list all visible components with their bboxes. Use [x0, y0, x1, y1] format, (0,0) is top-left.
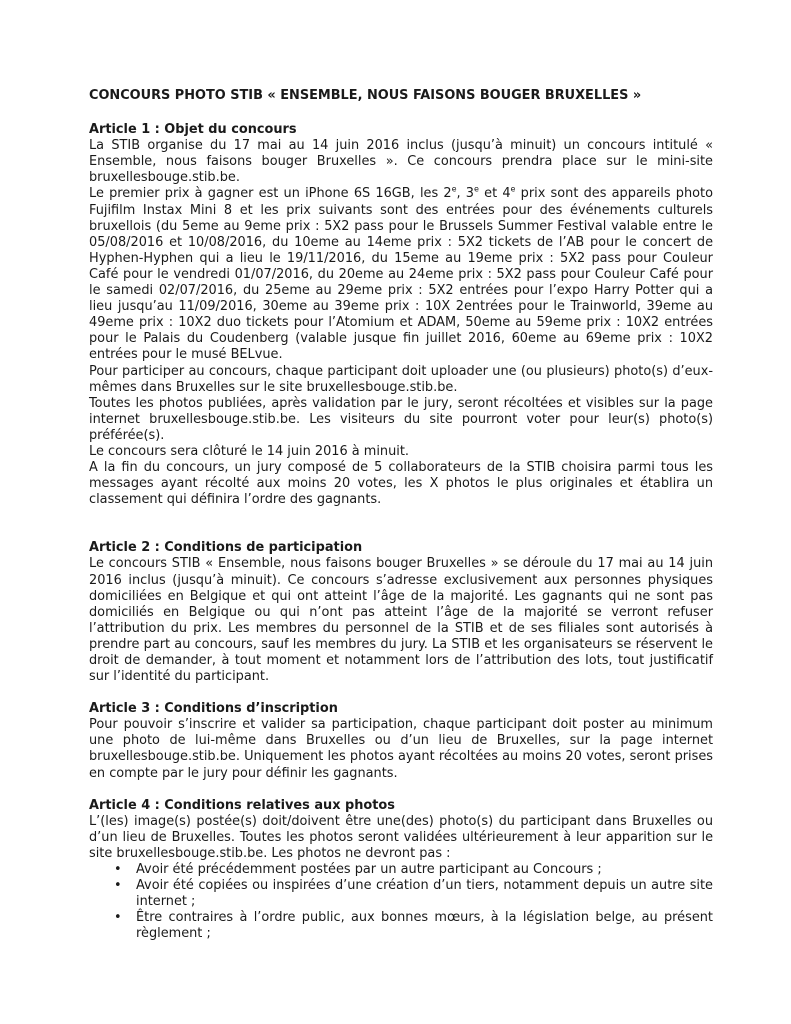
- document-page: [89, 88, 713, 943]
- article-1-paragraph-4: Toutes les photos publiées, après validation par le jury, seront récoltées et visibles sur la page internet bruxellesbouge.stib.be. Les visiteurs du site pourront voter pour leur(s) photo(s) préférée(s).: [89, 395, 713, 443]
- list-item: • Être contraires à l’ordre public, aux bonnes mœurs, à la législation belge, au présent règlement ;: [114, 910, 713, 942]
- article-3: [89, 701, 713, 781]
- document-title: CONCOURS PHOTO STIB « ENSEMBLE, NOUS FAISONS BOUGER BRUXELLES »: [89, 88, 642, 103]
- bullet-icon: •: [114, 910, 122, 926]
- article-4: [89, 798, 713, 943]
- article-1-paragraph-6: A la fin du concours, un jury composé de 5 collaborateurs de la STIB choisira parmi tous les messages ayant récolté aux moins 20 votes, les X photos le plus originales et établira un classement qui définira l’ordre des gagnants.: [89, 460, 713, 508]
- article-4-heading: Article 4 : Conditions relatives aux photos: [89, 797, 395, 813]
- article-1-paragraph-5: Le concours sera clôturé le 14 juin 2016 à minuit.: [89, 443, 409, 459]
- article-4-paragraph-1: L’(les) image(s) postée(s) doit/doivent être une(des) photo(s) du participant dans Bruxelles ou d’un lieu de Bruxelles. Toutes les photos seront validées ultérieurement à leur apparition sur le site bruxellesbouge.stib.be. Les photos ne devront pas :: [89, 813, 713, 861]
- bullet-icon: •: [114, 878, 122, 894]
- article-1-heading: Article 1 : Objet du concours: [89, 122, 297, 138]
- bullet-icon: •: [114, 862, 122, 878]
- article-3-heading: Article 3 : Conditions d’inscription: [89, 701, 338, 717]
- article-2-heading: Article 2 : Conditions de participation: [89, 540, 363, 556]
- article-1-paragraph-2: Le premier prix à gagner est un iPhone 6S 16GB, les 2e, 3e et 4e prix sont des appareils photo Fujifilm Instax Mini 8 et les prix suivants sont des entrées pour des événements culturels bruxellois (du 5eme au 9eme prix : 5X2 pass pour le Brussels Summer Festival valable entre le 05/08/2016 et 10/08/2016, du 10eme au 14eme prix : 5X2 tickets de l’AB pour le concert de Hyphen-Hyphen qui a lieu le 19/11/2016, du 15eme au 19eme prix : 5X2 pass pour Couleur Café pour le vendredi 01/07/2016, du 20eme au 24eme prix : 5X2 pass pour Couleur Café pour le samedi 02/07/2016, du 25eme au 29eme prix : 5X2 entrées pour l’expo Harry Potter qui a lieu jusqu’au 11/09/2016, 30eme au 39eme prix : 10X 2entrées pour le Trainworld, 39eme au 49eme prix : 10X2 duo tickets pour l’Atomium et ADAM, 50eme au 59eme prix : 10X2 entrées pour le Palais du Coudenberg (valable jusque fin juillet 2016, 60eme au 69eme prix : 10X2 entrées pour le musé BELvue.: [89, 185, 713, 363]
- article-4-bullet-list: [89, 862, 713, 942]
- list-item: • Avoir été copiées ou inspirées d’une création d’un tiers, notamment depuis un autre site internet ;: [114, 878, 713, 910]
- list-item: • Avoir été précédemment postées par un autre participant au Concours ;: [114, 862, 602, 878]
- article-1-paragraph-3: Pour participer au concours, chaque participant doit uploader une (ou plusieurs) photo(s) d’eux-mêmes dans Bruxelles sur le site bruxellesbouge.stib.be.: [89, 363, 713, 395]
- article-3-paragraph-1: Pour pouvoir s’inscrire et valider sa participation, chaque participant doit poster au minimum une photo de lui-même dans Bruxelles ou d’un lieu de Bruxelles, sur la page internet bruxellesbouge.stib.be. Uniquement les photos ayant récoltées au moins 20 votes, seront prises en compte par le jury pour définir les gagnants.: [89, 717, 713, 781]
- article-1-paragraph-1: La STIB organise du 17 mai au 14 juin 2016 inclus (jusqu’à minuit) un concours intitulé « Ensemble, nous faisons bouger Bruxelles ». Ce concours prendra place sur le mini-site bruxellesbouge.stib.be.: [89, 138, 713, 186]
- article-1: [89, 122, 713, 508]
- article-2: [89, 540, 713, 685]
- article-2-paragraph-1: Le concours STIB « Ensemble, nous faisons bouger Bruxelles » se déroule du 17 mai au 14 juin 2016 inclus (jusqu’à minuit). Ce concours s’adresse exclusivement aux personnes physiques domiciliées en Belgique et qui ont atteint l’âge de la majorité. Les gagnants qui ne sont pas domiciliés en Belgique ou qui n’ont pas atteint l’âge de la majorité se verront refuser l’attribution du prix. Les membres du personnel de la STIB et de ses filiales sont autorisés à prendre part au concours, sauf les membres du jury. La STIB et les organisateurs se réservent le droit de demander, à tout moment et notamment lors de l’attribution des lots, tout justificatif sur l’identité du participant.: [89, 556, 713, 685]
